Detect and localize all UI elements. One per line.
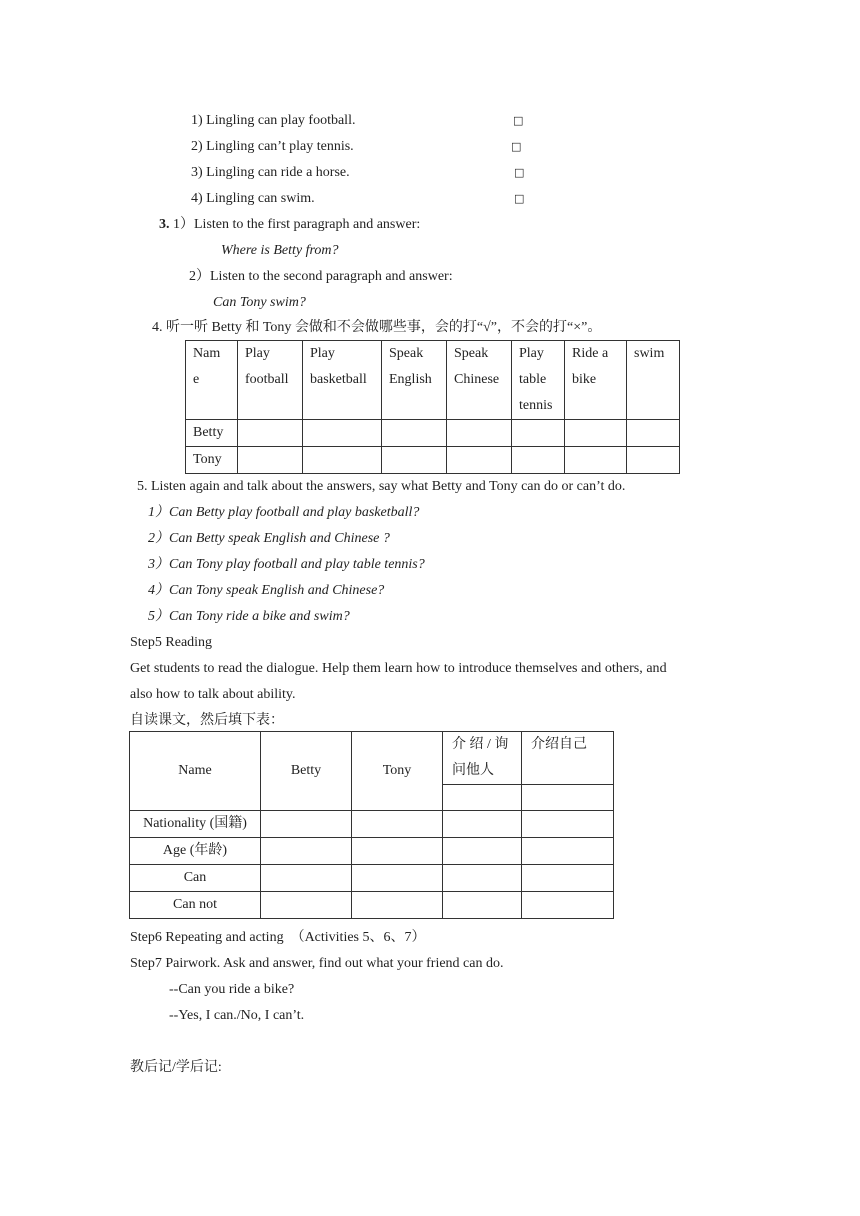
step5-paragraph-line1: Get students to read the dialogue. Help them learn how to introduce themselves and others, and — [130, 661, 667, 676]
step6-title: Step6 Repeating and acting （Activities 5、6、7） — [130, 930, 426, 945]
table-row — [130, 865, 614, 892]
table-row — [186, 447, 680, 474]
header-betty: Betty — [261, 732, 352, 811]
reading-table — [129, 731, 614, 919]
step7-line2: --Yes, I can./No, I can’t. — [169, 1008, 305, 1023]
table-row — [186, 420, 680, 447]
checkbox-2[interactable]: □ — [511, 140, 522, 153]
checklist-item-2: 2) Lingling can’t play tennis. — [191, 139, 354, 154]
header-play-basketball: Play basketball — [303, 341, 382, 420]
checkbox-1[interactable]: □ — [513, 114, 524, 127]
table-row — [130, 811, 614, 838]
row-label-can: Can — [130, 865, 261, 892]
ability-table-header-row — [186, 341, 680, 420]
step7-line1: --Can you ride a bike? — [169, 982, 295, 997]
q3-number: 3. — [159, 217, 170, 232]
header-speak-chinese: Speak Chinese — [447, 341, 512, 420]
q3-line1 — [159, 217, 420, 233]
q3-line1-text: 1）Listen to the first paragraph and answer: — [173, 217, 421, 232]
header-speak-english: Speak English — [382, 341, 447, 420]
header-swim: swim — [627, 341, 680, 420]
checklist-item-3: 3) Lingling can ride a horse. — [191, 165, 350, 180]
q5-question-4: 4）Can Tony speak English and Chinese? — [148, 583, 385, 598]
step7-title: Step7 Pairwork. Ask and answer, find out what your friend can do. — [130, 956, 504, 971]
q3-line2: 2）Listen to the second paragraph and answer: — [189, 269, 453, 284]
q3-question-1: Where is Betty from? — [221, 243, 339, 258]
notes-heading: 教后记/学后记: — [130, 1060, 222, 1075]
checklist-item-1: 1) Lingling can play football. — [191, 113, 356, 128]
header-introduce-others: 介 绍 / 询 问他人 — [443, 732, 522, 785]
header-play-table-tennis: Play table tennis — [512, 341, 565, 420]
header-name: Name — [130, 732, 261, 811]
row-label-age: Age (年龄) — [130, 838, 261, 865]
row-label-tony: Tony — [186, 447, 238, 474]
q5-question-1: 1）Can Betty play football and play basketball? — [148, 505, 420, 520]
header-ride-a-bike: Ride a bike — [565, 341, 627, 420]
q4-instruction: 4. 听一听 Betty 和 Tony 会做和不会做哪些事，会的打“√”，不会的打“×”。 — [152, 320, 602, 335]
ability-table — [185, 340, 680, 474]
checkbox-4[interactable]: □ — [514, 192, 525, 205]
checkbox-3[interactable]: □ — [514, 166, 525, 179]
row-label-betty: Betty — [186, 420, 238, 447]
q5-instruction: 5. Listen again and talk about the answers, say what Betty and Tony can do or can’t do. — [137, 479, 626, 494]
step5-title: Step5 Reading — [130, 635, 213, 650]
header-name: Nam e — [186, 341, 238, 420]
step5-paragraph-line2: also how to talk about ability. — [130, 687, 296, 702]
checklist-item-4: 4) Lingling can swim. — [191, 191, 315, 206]
q5-question-3: 3）Can Tony play football and play table tennis? — [148, 557, 425, 572]
row-label-can-not: Can not — [130, 892, 261, 919]
row-label-nationality: Nationality (国籍) — [130, 811, 261, 838]
q3-question-2: Can Tony swim? — [213, 295, 306, 310]
table-row — [130, 892, 614, 919]
table-row — [130, 838, 614, 865]
q5-question-5: 5）Can Tony ride a bike and swim? — [148, 609, 350, 624]
header-play-football: Play football — [238, 341, 303, 420]
header-tony: Tony — [352, 732, 443, 811]
q5-question-2: 2）Can Betty speak English and Chinese ? — [148, 531, 390, 546]
header-introduce-self: 介绍自己 — [522, 732, 614, 785]
step5-table-intro: 自读课文，然后填下表： — [130, 713, 284, 728]
